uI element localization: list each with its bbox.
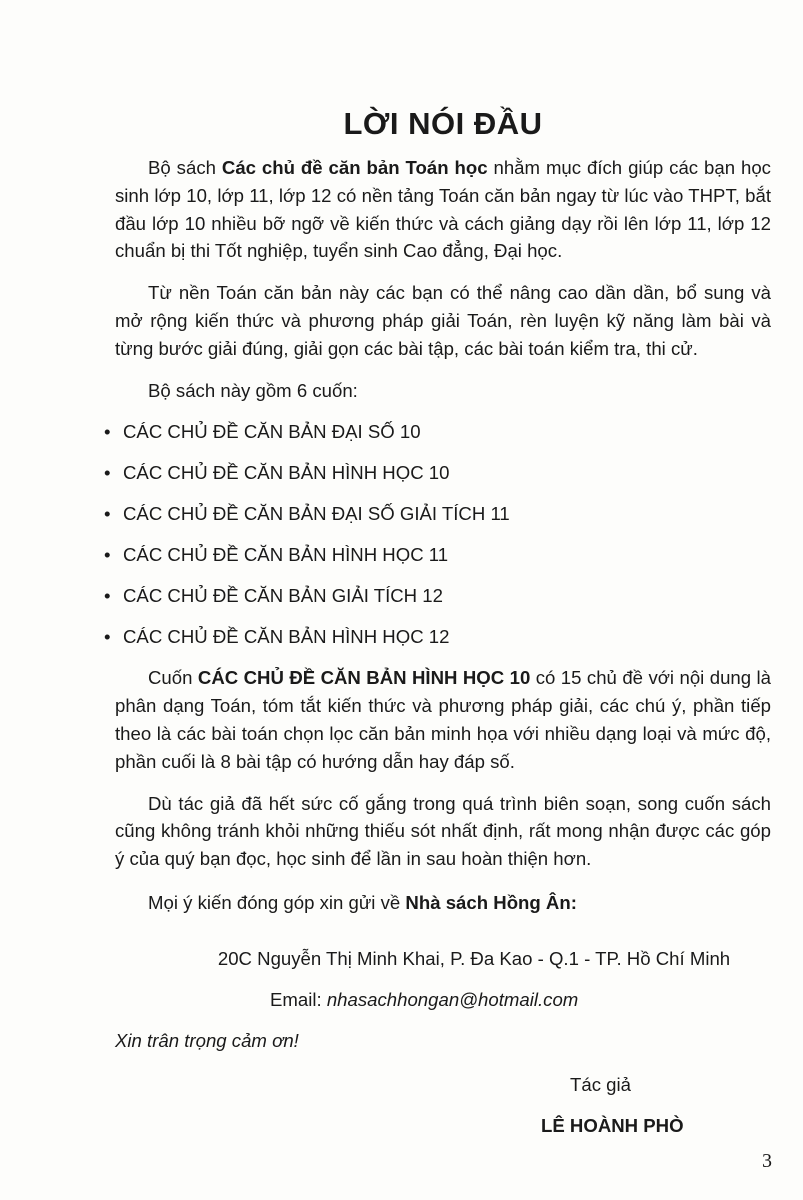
bullet-icon: • [104, 421, 111, 443]
list-item [104, 500, 771, 528]
book-name: CÁC CHỦ ĐỀ CĂN BẢN HÌNH HỌC 10 [197, 667, 531, 689]
list-item [104, 541, 771, 569]
bullet-icon: • [104, 462, 111, 484]
paragraph-3: Bộ sách này gồm 6 cuốn: [148, 379, 358, 401]
paragraph-5: Dù tác giả đã hết sức cố gắng trong quá trình biên soạn, song cuốn sách cũng không tránh khỏi những thiếu sót nhất định, rất mong nhận được các góp ý của quý bạn đọc, học sinh để lần in sau hoàn thiện hơn. [115, 792, 771, 870]
publisher-name: Nhà sách Hồng Ân: [405, 891, 577, 913]
author-name: LÊ HOÀNH PHÒ [541, 1114, 684, 1136]
text: có 15 chủ đề với nội dung là phân dạng Toán, tóm tắt kiến thức và phương pháp giải, các chú ý, phần tiếp theo là các bài toán chọn lọc căn bản minh họa với nhiều dạng loại và mức độ, phần cuối là 8 bài tập có hướng dẫn hay đáp số. [115, 667, 771, 772]
book-title: CÁC CHỦ ĐỀ CĂN BẢN HÌNH HỌC 10 [123, 462, 450, 484]
bullet-icon: • [104, 626, 111, 648]
text: Mọi ý kiến đóng góp xin gửi về [148, 891, 406, 913]
contact-line [115, 889, 771, 917]
list-item [104, 582, 771, 610]
book-title: CÁC CHỦ ĐỀ CĂN BẢN ĐẠI SỐ 10 [123, 421, 421, 443]
page-number: 3 [762, 1150, 772, 1172]
email-link[interactable]: nhasachhongan@hotmail.com [326, 988, 579, 1010]
thanks-text: Xin trân trọng cảm ơn! [115, 1029, 299, 1051]
author-role: Tác giả [570, 1073, 631, 1095]
list-item [104, 459, 771, 487]
bullet-icon: • [104, 503, 111, 525]
bullet-icon: • [104, 544, 111, 566]
intro-paragraph [115, 154, 771, 265]
list-item [104, 418, 771, 446]
series-name: Các chủ đề căn bản Toán học [221, 157, 488, 178]
paragraph-4 [115, 664, 771, 775]
email-line [115, 986, 771, 1014]
bullet-icon: • [104, 585, 111, 607]
text: Cuốn [148, 667, 198, 689]
book-list [104, 418, 771, 651]
list-item [104, 623, 771, 651]
email-label: Email: [270, 988, 327, 1010]
book-title: CÁC CHỦ ĐỀ CĂN BẢN HÌNH HỌC 11 [123, 544, 449, 566]
text: nhằm mục đích giúp các bạn học sinh lớp 10, lớp 11, lớp 12 có nền tảng Toán căn bản ngay từ lúc vào THPT, bắt đầu lớp 10 nhiều bỡ ngỡ về kiến thức và cách giảng dạy rồi lên lớp 11, lớp 12 chuẩn bị thi Tốt nghiệp, tuyển sinh Cao đẳng, Đại học. [115, 157, 771, 262]
page-title: LỜI NÓI ĐẦU [343, 106, 543, 141]
book-title: CÁC CHỦ ĐỀ CĂN BẢN HÌNH HỌC 12 [123, 626, 450, 648]
paragraph-2: Từ nền Toán căn bản này các bạn có thể nâng cao dần dần, bổ sung và mở rộng kiến thức và phương pháp giải Toán, rèn luyện kỹ năng làm bài và từng bước giải đúng, giải gọn các bài tập, các bài toán kiểm tra, thi cử. [115, 282, 771, 359]
book-title: CÁC CHỦ ĐỀ CĂN BẢN GIẢI TÍCH 12 [123, 585, 443, 607]
address: 20C Nguyễn Thị Minh Khai, P. Đa Kao - Q.1 - TP. Hồ Chí Minh [217, 947, 731, 969]
page-body [104, 0, 771, 1140]
book-title: CÁC CHỦ ĐỀ CĂN BẢN ĐẠI SỐ GIẢI TÍCH 11 [123, 503, 510, 525]
text: Bộ sách [148, 157, 222, 178]
